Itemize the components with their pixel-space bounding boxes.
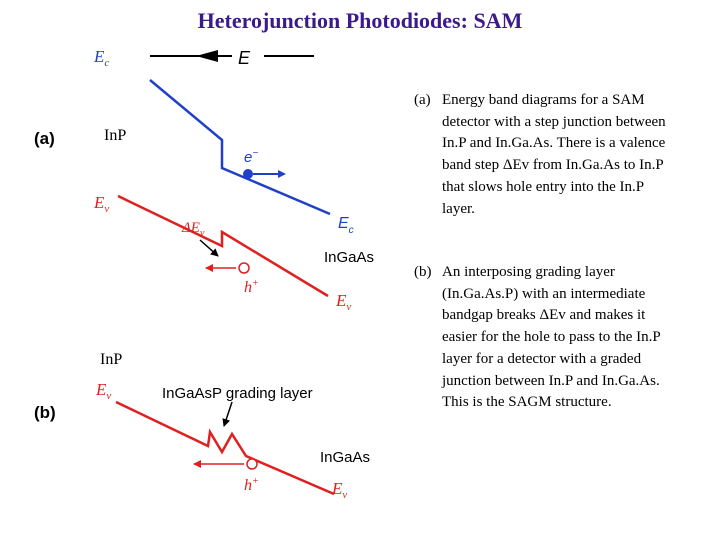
hole-label-b: h+ xyxy=(244,476,259,494)
valence-band-a xyxy=(118,196,328,296)
ev-right-label-a: $E_v$ xyxy=(336,291,352,313)
caption-a-label: (a) xyxy=(414,92,431,108)
delta-ev-label: $\Delta E_v$ xyxy=(182,220,205,239)
inp-label-b: InP xyxy=(100,351,123,368)
valence-band-b xyxy=(116,402,334,494)
ingaas-label-a: InGaAs xyxy=(324,249,375,266)
inp-label-a: InP xyxy=(104,127,127,144)
caption-b-label: (b) xyxy=(414,264,432,280)
ec-left-label: $E_c$ xyxy=(94,47,110,69)
ec-right-label: $E_c$ xyxy=(338,215,354,236)
hole-circle-b xyxy=(247,459,257,469)
electron-label: e− xyxy=(244,148,259,166)
caption-b xyxy=(414,262,676,414)
grading-arrow xyxy=(224,402,232,426)
electron-dot xyxy=(243,169,253,179)
caption-b-text: An interposing grading layer (In.Ga.As.P) with an intermediate bandgap breaks ΔEv and makes it easier for the hole to pass to the In.P layer for a detector with a graded junction between In.P and In.Ga.As. This is the SAGM structure. xyxy=(442,264,661,411)
panel-a-label: (a) xyxy=(34,129,55,148)
hole-circle-a xyxy=(239,263,249,273)
caption-a xyxy=(414,90,676,220)
hole-label-a: h+ xyxy=(244,278,259,296)
ingaas-label-b: InGaAs xyxy=(320,449,371,466)
grading-layer-label: InGaAsP grading layer xyxy=(162,385,313,402)
field-label: E xyxy=(238,48,251,68)
caption-a-text: Energy band diagrams for a SAM detector with a step junction between In.P and In.Ga.As. There is a valence band step ΔEv from In.Ga.As to In.P that slows hole entry into the In.P layer. xyxy=(442,92,666,217)
ev-left-label-a: $E_v$ xyxy=(94,193,110,215)
page-title: Heterojunction Photodiodes: SAM xyxy=(197,8,523,33)
ev-left-label-b: $E_v$ xyxy=(96,380,112,402)
panel-b-label: (b) xyxy=(34,403,56,422)
ev-right-label-b: $E_v$ xyxy=(332,479,348,501)
electric-field-arrow xyxy=(150,50,314,62)
conduction-band xyxy=(150,80,330,214)
